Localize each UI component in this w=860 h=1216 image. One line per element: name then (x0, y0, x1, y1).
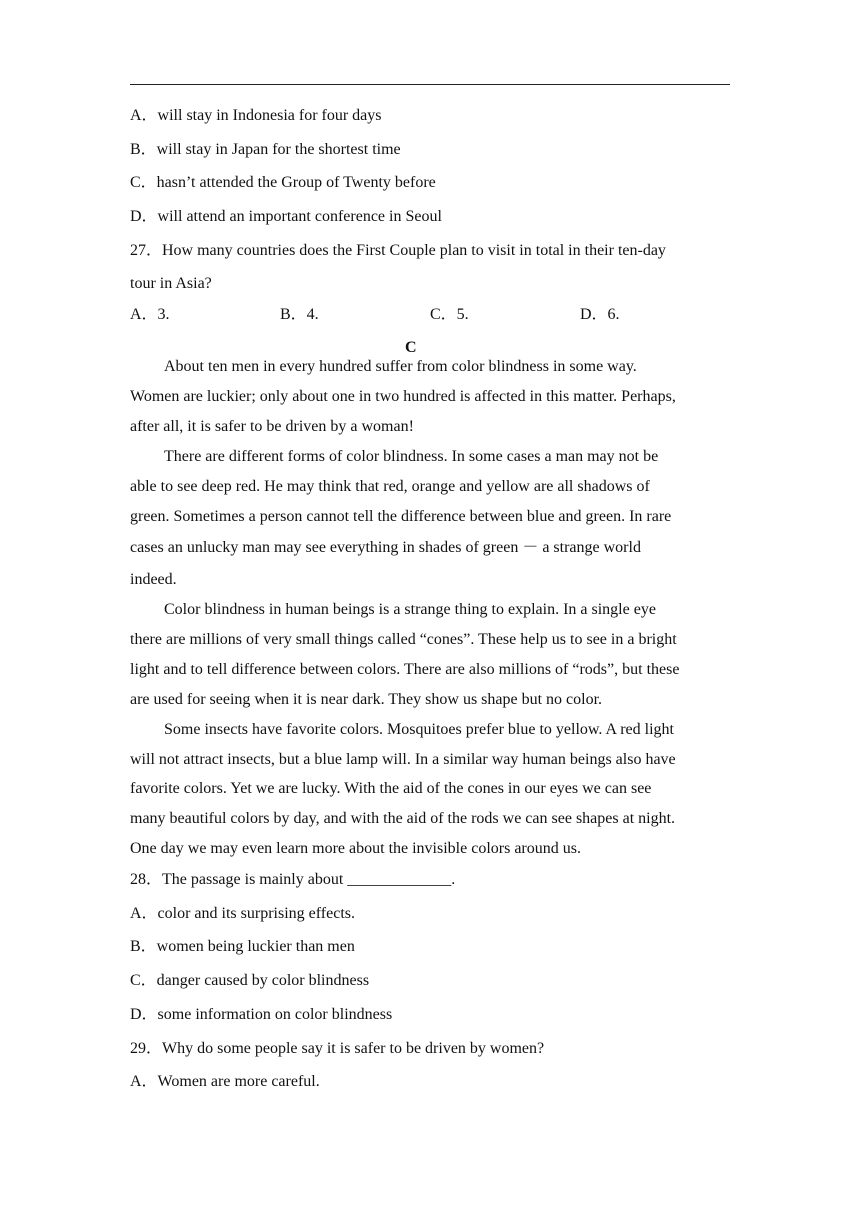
q27-option-b: B．4. (280, 306, 319, 323)
passage-line: favorite colors. Yet we are lucky. With the aid of the cones in our eyes we can see (130, 780, 652, 797)
q27-option-a: A．3. (130, 306, 170, 323)
q28-option-a: A．color and its surprising effects. (130, 905, 355, 922)
passage-line: indeed. (130, 571, 177, 588)
q27-option-d: D．6. (580, 306, 620, 323)
q28-option-b: B．women being luckier than men (130, 938, 355, 955)
passage-line: Color blindness in human beings is a strange thing to explain. In a single eye (164, 601, 656, 618)
q26-option-d: D．will attend an important conference in Seoul (130, 208, 442, 225)
passage-line: About ten men in every hundred suffer from color blindness in some way. (164, 358, 637, 375)
q26-option-b: B．will stay in Japan for the shortest time (130, 141, 401, 158)
passage-line: are used for seeing when it is near dark. They show us shape but no color. (130, 691, 603, 708)
passage-line: many beautiful colors by day, and with the aid of the rods we can see shapes at night. (130, 810, 676, 827)
q28-option-d: D．some information on color blindness (130, 1006, 393, 1023)
passage-line: there are millions of very small things called “cones”. These help us to see in a bright (130, 631, 677, 648)
q29-stem: 29．Why do some people say it is safer to be driven by women? (130, 1040, 545, 1057)
section-heading: C (405, 339, 417, 356)
passage-line: green. Sometimes a person cannot tell the difference between blue and green. In rare (130, 508, 672, 525)
passage-line: light and to tell difference between colors. There are also millions of “rods”, but these (130, 661, 680, 678)
passage-line: Women are luckier; only about one in two hundred is affected in this matter. Perhaps, (130, 388, 676, 405)
q27-option-c: C．5. (430, 306, 469, 323)
q26-option-a: A．will stay in Indonesia for four days (130, 107, 382, 124)
passage-line: Some insects have favorite colors. Mosquitoes prefer blue to yellow. A red light (164, 721, 674, 738)
q27-stem-line-2: tour in Asia? (130, 275, 212, 292)
q28-option-c: C．danger caused by color blindness (130, 972, 370, 989)
passage-line: cases an unlucky man may see everything in shades of green － a strange world (130, 539, 641, 556)
passage-line: There are different forms of color blindness. In some cases a man may not be (164, 448, 659, 465)
passage-line: One day we may even learn more about the invisible colors around us. (130, 840, 581, 857)
passage-line: able to see deep red. He may think that red, orange and yellow are all shadows of (130, 478, 650, 495)
q27-stem-line-1: 27．How many countries does the First Couple plan to visit in total in their ten-day (130, 242, 666, 259)
passage-line: after all, it is safer to be driven by a woman! (130, 418, 414, 435)
q28-stem: 28．The passage is mainly about _____________. (130, 871, 456, 888)
header-rule (130, 84, 730, 85)
q29-option-a: A．Women are more careful. (130, 1073, 320, 1090)
passage-line: will not attract insects, but a blue lamp will. In a similar way human beings also have (130, 751, 676, 768)
q26-option-c: C．hasn’t attended the Group of Twenty before (130, 174, 436, 191)
